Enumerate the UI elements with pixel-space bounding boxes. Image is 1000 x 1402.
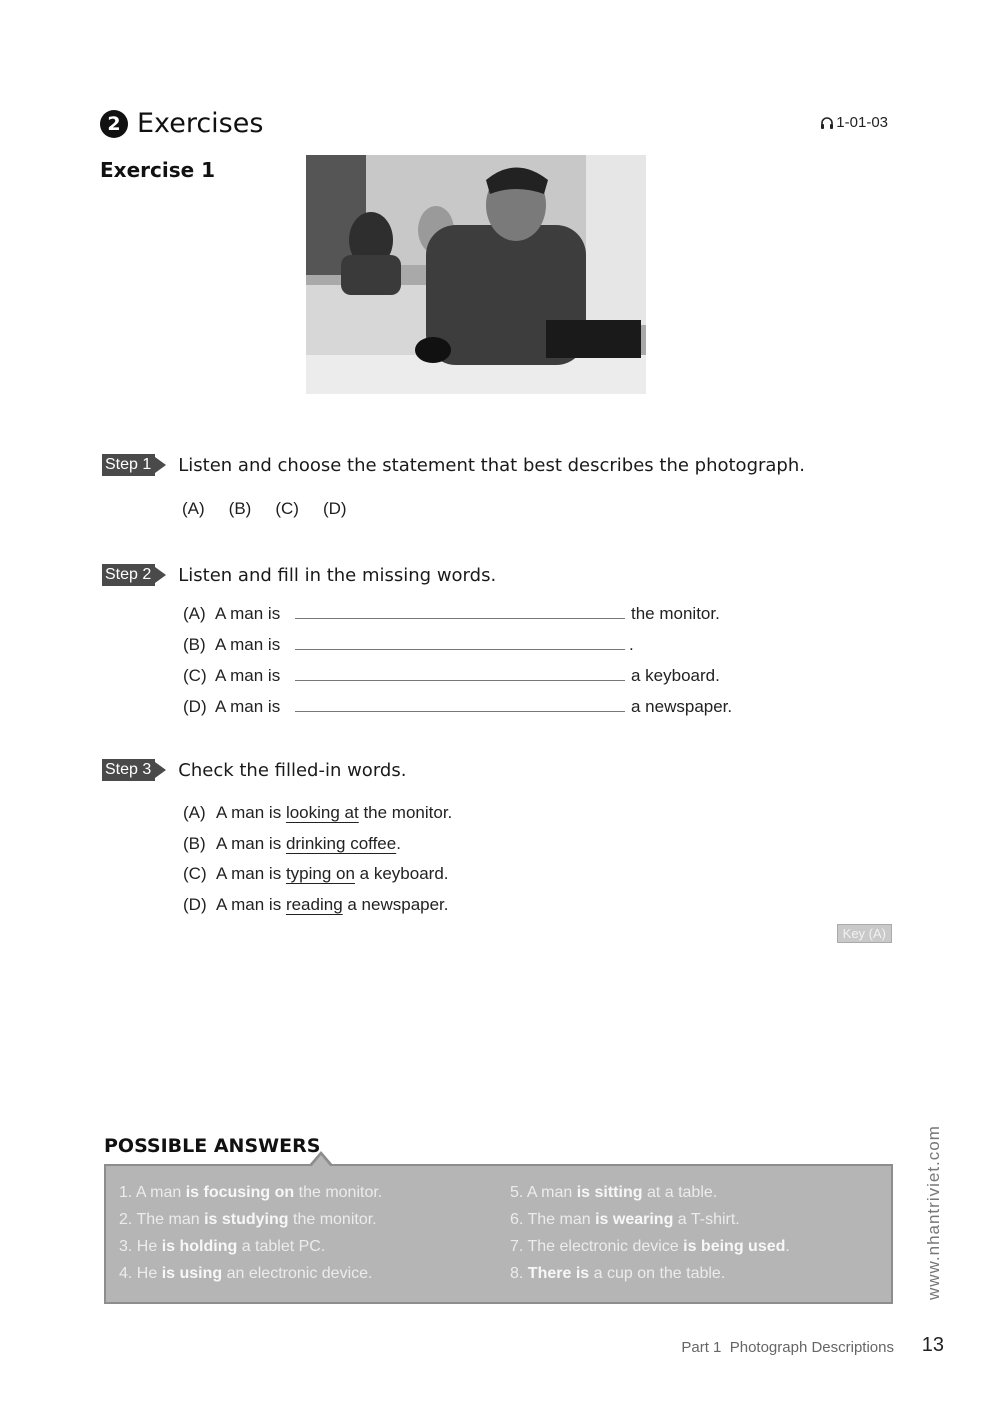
fill-label: (B) <box>183 635 206 654</box>
answer-tail: . <box>396 834 401 853</box>
fill-lead: A man is <box>215 604 281 623</box>
fill-tail: a newspaper. <box>631 697 733 716</box>
step-2-tag <box>102 564 166 586</box>
fill-tail: a keyboard. <box>631 666 720 685</box>
step-3-tag <box>102 759 166 781</box>
step-arrow-icon <box>155 567 166 583</box>
possible-answer-item: 2. The man is studying the monitor. <box>119 1211 377 1228</box>
possible-answer-item: 6. The man is wearing a T-shirt. <box>510 1211 740 1228</box>
fill-line-b <box>183 632 634 655</box>
possible-answer-item: 7. The electronic device is being used. <box>510 1238 790 1255</box>
step-1-tag <box>102 454 166 476</box>
exercise-photo <box>306 155 646 394</box>
step-1-label: Step 1 <box>102 454 155 476</box>
choice-d[interactable]: (D) <box>322 499 347 518</box>
possible-answers-left <box>119 1183 382 1283</box>
step-2-label: Step 2 <box>102 564 155 586</box>
fill-lead: A man is <box>215 697 281 716</box>
fill-line-c <box>183 663 720 686</box>
fill-blank[interactable] <box>295 694 625 712</box>
fill-line-d <box>183 694 732 717</box>
step-arrow-icon <box>155 457 166 473</box>
choice-b[interactable]: (B) <box>228 499 252 518</box>
headphones-icon <box>820 116 834 130</box>
step-3-instruction: Check the filled-in words. <box>178 759 407 781</box>
website-url: www.nhantriviet.com <box>924 1125 943 1300</box>
track-number: 1-01-03 <box>836 114 888 131</box>
step-1-instruction: Listen and choose the statement that best describes the photograph. <box>178 454 805 476</box>
fill-label: (A) <box>183 604 206 623</box>
fill-blank[interactable] <box>295 632 625 650</box>
footer-part-title: Part 1 Photograph Descriptions <box>681 1339 894 1356</box>
fill-label: (D) <box>183 697 207 716</box>
answer-lead: A man is <box>216 834 282 853</box>
step-2-row <box>102 564 496 586</box>
possible-answer-item: 1. A man is focusing on the monitor. <box>119 1184 383 1201</box>
answer-lead: A man is <box>216 864 282 883</box>
answer-lead: A man is <box>216 803 282 822</box>
choice-a[interactable]: (A) <box>182 499 205 518</box>
possible-answer-item: 8. There is a cup on the table. <box>510 1265 726 1282</box>
section-heading <box>100 108 263 139</box>
step-3-row <box>102 759 406 781</box>
fill-line-a <box>183 601 720 624</box>
section-title: Exercises <box>137 108 264 139</box>
answer-label: (B) <box>183 834 206 853</box>
answer-lead: A man is <box>216 895 282 914</box>
possible-answer-item: 4. He is using an electronic device. <box>119 1265 373 1282</box>
answer-choices <box>182 499 347 519</box>
step-3-label: Step 3 <box>102 759 155 781</box>
page-number: 13 <box>921 1334 944 1356</box>
answer-label: (D) <box>183 895 207 914</box>
audio-track <box>820 114 888 131</box>
answer-fill: reading <box>285 895 343 914</box>
choice-c[interactable]: (C) <box>275 499 299 518</box>
answer-line-a <box>183 803 452 823</box>
answer-line-d <box>183 895 449 915</box>
answer-line-b <box>183 834 401 854</box>
answer-label: (C) <box>183 864 207 883</box>
step-1-row <box>102 454 805 476</box>
answer-tail: the monitor. <box>358 803 453 822</box>
answer-line-c <box>183 864 449 884</box>
section-number-badge: 2 <box>100 110 128 138</box>
answer-tail: a keyboard. <box>354 864 449 883</box>
possible-answers-title: POSSIBLE ANSWERS <box>104 1135 321 1157</box>
answer-fill: looking at <box>285 803 359 822</box>
step-2-instruction: Listen and fill in the missing words. <box>178 564 497 586</box>
answer-tail: a newspaper. <box>342 895 449 914</box>
fill-lead: A man is <box>215 666 281 685</box>
answer-key: Key (A) <box>837 924 892 943</box>
answer-fill: typing on <box>285 864 355 883</box>
possible-answer-item: 5. A man is sitting at a table. <box>510 1184 718 1201</box>
fill-tail: the monitor. <box>631 604 720 623</box>
fill-blank[interactable] <box>295 601 625 619</box>
step-arrow-icon <box>155 762 166 778</box>
possible-answer-item: 3. He is holding a tablet PC. <box>119 1238 326 1255</box>
callout-notch-fill <box>311 1155 331 1167</box>
fill-lead: A man is <box>215 635 281 654</box>
answer-fill: drinking coffee <box>285 834 397 853</box>
fill-blank[interactable] <box>295 663 625 681</box>
answer-label: (A) <box>183 803 206 822</box>
fill-label: (C) <box>183 666 207 685</box>
fill-tail: . <box>629 635 634 654</box>
possible-answers-right <box>510 1183 790 1283</box>
exercise-label: Exercise 1 <box>100 158 216 182</box>
